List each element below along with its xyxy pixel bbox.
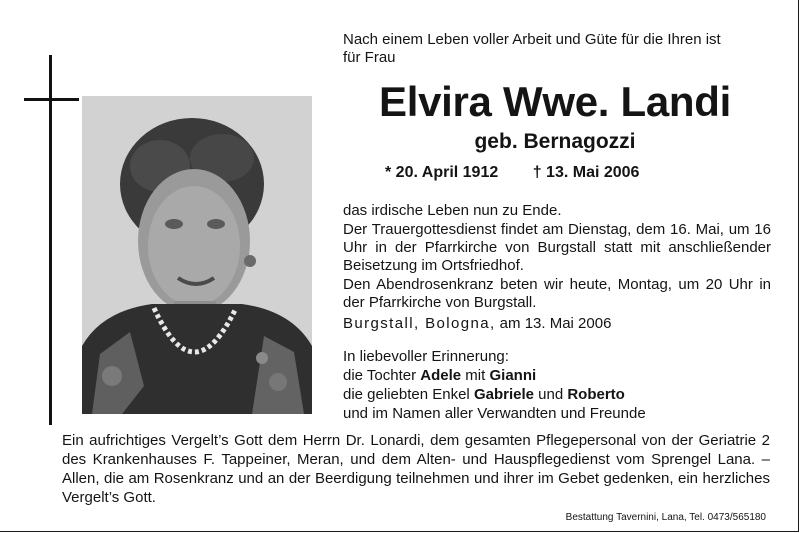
grandchild-name-2: Roberto: [567, 386, 625, 403]
deceased-name: Elvira Wwe. Landi: [379, 78, 731, 125]
mourners-line-1-mid: mit: [461, 367, 490, 384]
grandchild-name-1: Gabriele: [473, 386, 534, 403]
portrait-photo: [82, 96, 312, 414]
funeral-info: Der Trauergottesdienst findet am Dienstag, dem 16. Mai, um 16 Uhr in der Pfarrkirche von Burgstall statt mit anschließender Beisetzung im Ortsfriedhof.: [343, 221, 771, 274]
body-line-end: das irdische Leben nun zu Ende.: [343, 202, 562, 219]
daughter-name: Adele: [420, 367, 462, 384]
life-dates: [385, 163, 639, 183]
mourners-line-3: und im Namen aller Verwandten und Freunde: [343, 405, 646, 422]
thanks-paragraph: Ein aufrichtiges Vergelt’s Gott dem Herrn Dr. Lonardi, dem gesamten Pflegepersonal von der Geriatrie 2 des Krankenhauses F. Tappeiner, Meran, und dem Alten- und Hauspflegedienst vom Sprengel Lana. – Allen, die am Rosenkranz und an der Beerdigung teilnehmen und ihrer im Gebet gedenken, ein herzliches Vergelt’s Gott.: [62, 432, 770, 506]
cross-icon-vertical-bar: [49, 55, 52, 425]
mourners-line-1: [343, 366, 646, 385]
place-names: Burgstall, Bologna,: [343, 315, 496, 332]
birth-date: * 20. April 1912: [385, 164, 499, 181]
mourners-heading: In liebevoller Erinnerung:: [343, 348, 509, 365]
birth-name: geb. Bernagozzi: [474, 130, 636, 153]
notice-date: am 13. Mai 2006: [495, 315, 612, 332]
mourners-line-2-prefix: die geliebten Enkel: [343, 386, 474, 403]
son-in-law-name: Gianni: [489, 367, 537, 384]
death-date: † 13. Mai 2006: [532, 164, 640, 181]
mourners-line-1-prefix: die Tochter: [343, 367, 421, 384]
intro-text: [343, 31, 721, 67]
funeral-home-credit: Bestattung Tavernini, Lana, Tel. 0473/565180: [565, 512, 766, 523]
intro-line-1: Nach einem Leben voller Arbeit und Güte für die Ihren ist: [343, 31, 721, 48]
cross-icon-horizontal-bar: [24, 98, 79, 101]
mourners-line-2: [343, 385, 646, 404]
intro-line-2: für Frau: [343, 49, 396, 66]
rosary-info: Den Abendrosenkranz beten wir heute, Montag, um 20 Uhr in der Pfarrkirche von Burgstall.: [343, 276, 771, 311]
place-and-date: [343, 315, 611, 333]
mourners-line-2-mid: und: [533, 386, 568, 403]
mourners-list: [343, 366, 646, 423]
